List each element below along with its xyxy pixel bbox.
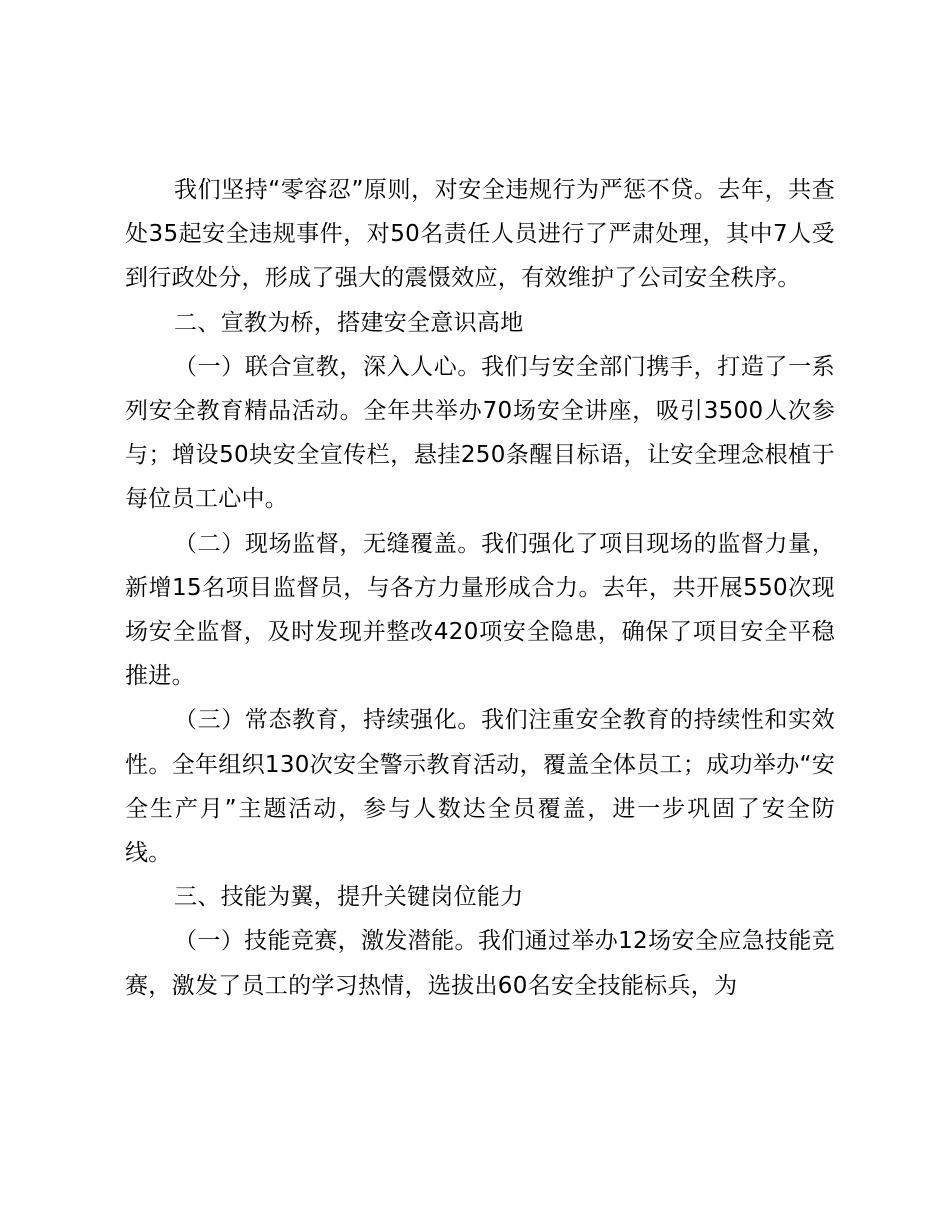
paragraph-skills-competition: （一）技能竞赛，激发潜能。我们通过举办12场安全应急技能竞赛，激发了员工的学习热情，选拔出60名安全技能标兵，为 — [125, 928, 835, 999]
section-heading-2: 二、宣教为桥，搭建安全意识高地 — [174, 309, 524, 336]
paragraph-regular-education: （三）常态教育，持续强化。我们注重安全教育的持续性和实效性。全年组织130次安全警示教育活动，覆盖全体员工；成功举办“安全生产月”主题活动，参与人数达全员覆盖，进一步巩固了安全防线。 — [125, 707, 835, 867]
paragraph-joint-education: （一）联合宣教，深入人心。我们与安全部门携手，打造了一系列安全教育精品活动。全年共举办70场安全讲座，吸引3500人次参与；增设50块安全宣传栏，悬挂250条醒目标语，让安全理念根植于每位员工心中。 — [125, 353, 835, 513]
section-heading-3: 三、技能为翼，提升关键岗位能力 — [174, 884, 524, 911]
document-page — [125, 168, 835, 1008]
paragraph-site-supervision: （二）现场监督，无缝覆盖。我们强化了项目现场的监督力量，新增15名项目监督员，与各方力量形成合力。去年，共开展550次现场安全监督，及时发现并整改420项安全隐患，确保了项目安全平稳推进。 — [125, 530, 835, 690]
paragraph-zero-tolerance: 我们坚持“零容忍”原则，对安全违规行为严惩不贷。去年，共查处35起安全违规事件，对50名责任人员进行了严肃处理，其中7人受到行政处分，形成了强大的震慑效应，有效维护了公司安全秩序。 — [125, 177, 835, 292]
